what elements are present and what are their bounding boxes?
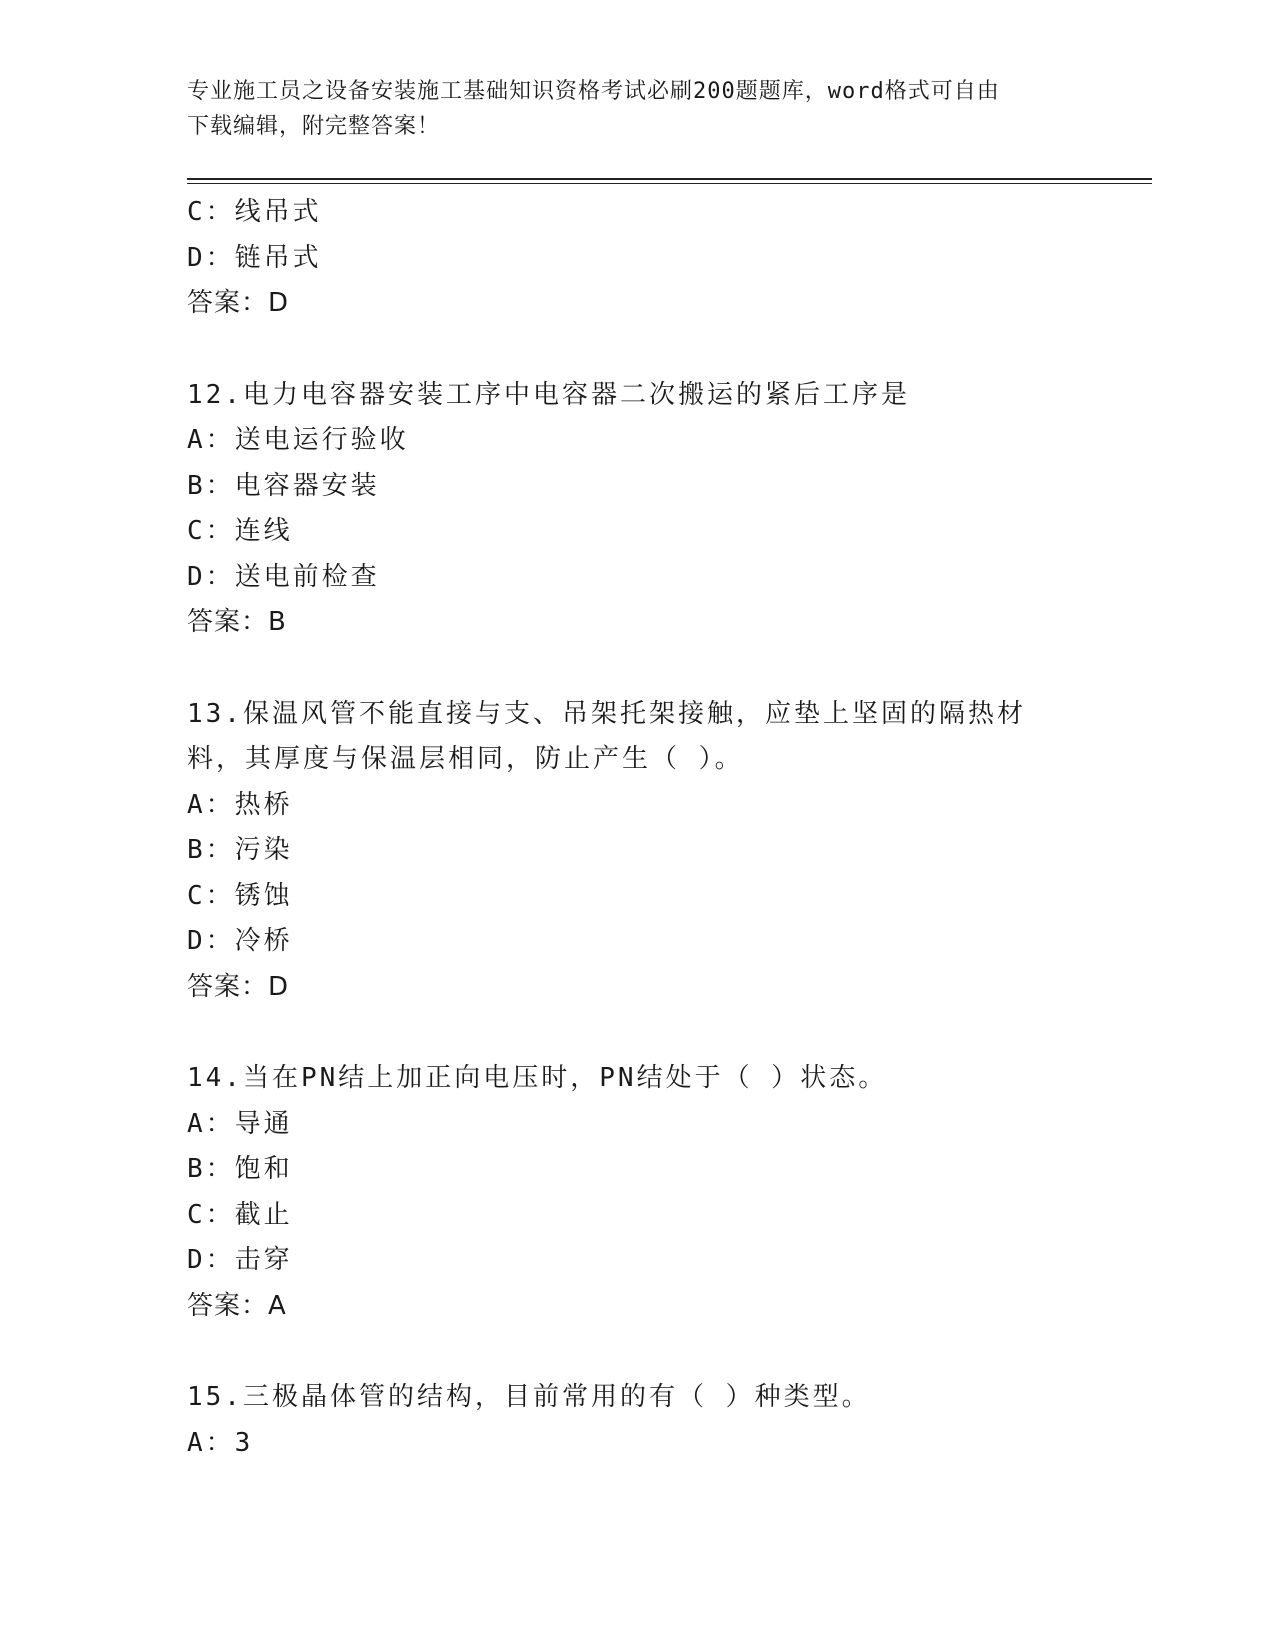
question-block-13 bbox=[187, 692, 1152, 1011]
header-title-line-1: 专业施工员之设备安装施工基础知识资格考试必刷200题题库，word格式可自由 bbox=[187, 79, 1000, 104]
option-d: D：冷桥 bbox=[187, 926, 293, 956]
option-c: C：锈蚀 bbox=[187, 880, 293, 911]
question-list bbox=[187, 190, 1152, 1466]
spacer bbox=[187, 1329, 1152, 1375]
question-block-15 bbox=[187, 1375, 1152, 1466]
option-a: A：热桥 bbox=[187, 789, 293, 820]
option-d: D：击穿 bbox=[187, 1245, 293, 1275]
header-divider-thin bbox=[187, 183, 1152, 184]
answer-line: 答案：D bbox=[187, 971, 290, 1002]
question-text: 13.保温风管不能直接与支、吊架托架接触，应垫上坚固的隔热材料，其厚度与保温层相同，防止产生（ ）。 bbox=[187, 698, 1026, 774]
option-d: D：链吊式 bbox=[187, 242, 322, 273]
option-c: C：连线 bbox=[187, 516, 293, 546]
option-b: B：电容器安装 bbox=[187, 470, 380, 501]
spacer bbox=[187, 646, 1152, 692]
question-text: 15.三极晶体管的结构，目前常用的有（ ）种类型。 bbox=[187, 1382, 871, 1412]
answer-line: 答案：B bbox=[187, 607, 287, 637]
option-d: D：送电前检查 bbox=[187, 561, 380, 592]
question-block-11-tail bbox=[187, 190, 1152, 327]
question-text: 12.电力电容器安装工序中电容器二次搬运的紧后工序是 bbox=[187, 379, 910, 410]
question-block-14 bbox=[187, 1056, 1152, 1329]
answer-line: 答案：A bbox=[187, 1290, 287, 1321]
header-divider-thick bbox=[187, 178, 1152, 180]
option-a: A：3 bbox=[187, 1427, 254, 1458]
document-header bbox=[187, 74, 1087, 144]
answer-line: 答案：D bbox=[187, 288, 290, 318]
question-block-12 bbox=[187, 373, 1152, 646]
header-title-line-2: 下载编辑，附完整答案！ bbox=[187, 114, 441, 139]
spacer bbox=[187, 1010, 1152, 1056]
option-b: B：污染 bbox=[187, 835, 293, 865]
option-a: A：导通 bbox=[187, 1108, 293, 1139]
question-text: 14.当在PN结上加正向电压时，PN结处于（ ）状态。 bbox=[187, 1063, 888, 1093]
option-c: C：线吊式 bbox=[187, 197, 322, 227]
option-c: C：截止 bbox=[187, 1199, 293, 1230]
spacer bbox=[187, 327, 1152, 373]
option-b: B：饱和 bbox=[187, 1154, 293, 1184]
option-a: A：送电运行验收 bbox=[187, 425, 409, 455]
